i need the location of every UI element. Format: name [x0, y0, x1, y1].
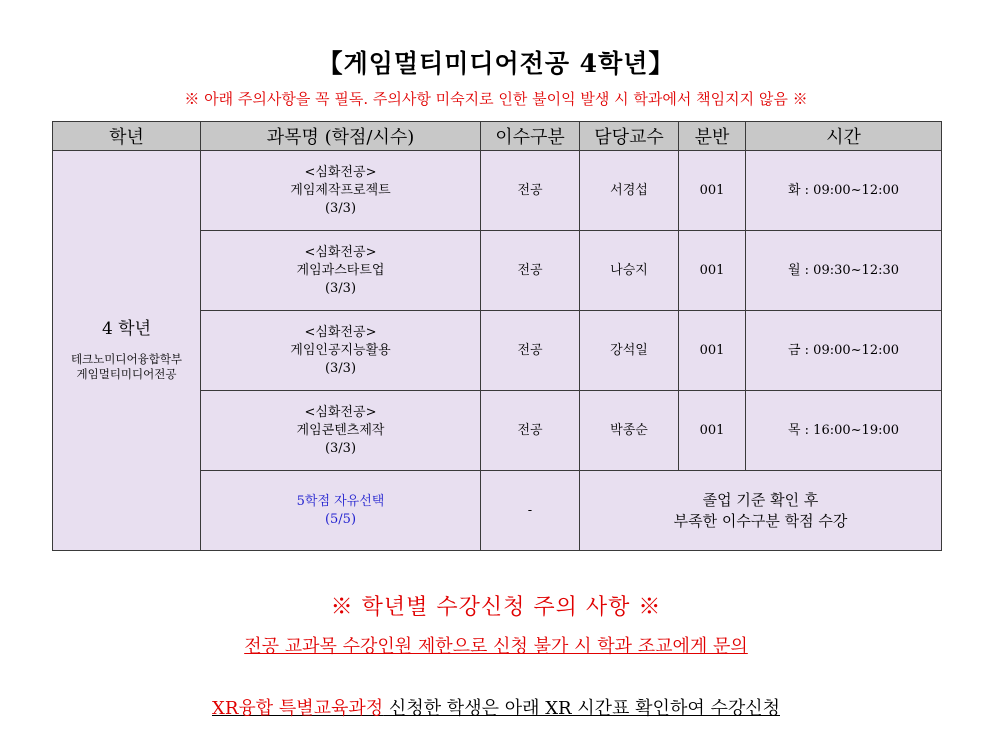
table-header-row: [53, 122, 942, 151]
department-line2: 게임멀티미디어전공: [76, 366, 177, 381]
course-credits: (3/3): [324, 200, 357, 216]
section-cell: 001: [679, 231, 746, 311]
course-category: <심화전공>: [304, 324, 377, 340]
free-elective-label: 5학점 자유선택: [296, 493, 385, 509]
time-cell: 목 : 16:00~19:00: [746, 391, 942, 471]
course-name: 게임인공지능활용: [290, 342, 391, 358]
free-elective-cell: [201, 471, 481, 551]
course-category: <심화전공>: [304, 404, 377, 420]
professor-cell: 나승지: [580, 231, 679, 311]
time-cell: 화 : 09:00~12:00: [746, 151, 942, 231]
header-time: 시간: [746, 122, 942, 151]
professor-cell: 강석일: [580, 311, 679, 391]
free-elective-credits: (5/5): [324, 511, 357, 527]
course-category: <심화전공>: [304, 244, 377, 260]
xr-notice: [0, 694, 992, 720]
course-name: 게임콘텐츠제작: [296, 422, 385, 438]
type-cell: 전공: [481, 391, 580, 471]
header-course: 과목명 (학점/시수): [201, 122, 481, 151]
caution-line: 전공 교과목 수강인원 제한으로 신청 불가 시 학과 조교에게 문의: [244, 636, 748, 657]
section-cell: 001: [679, 311, 746, 391]
graduation-note-line1: 졸업 기준 확인 후: [702, 490, 819, 509]
professor-cell: 서경섭: [580, 151, 679, 231]
header-section: 분반: [679, 122, 746, 151]
type-cell: 전공: [481, 311, 580, 391]
section-cell: 001: [679, 391, 746, 471]
header-grade: 학년: [53, 122, 201, 151]
course-table: [52, 121, 942, 551]
course-category: <심화전공>: [304, 164, 377, 180]
department-line1: 테크노미디어융합학부: [70, 351, 183, 366]
course-cell: [201, 231, 481, 311]
caution-title: ※ 학년별 수강신청 주의 사항 ※: [330, 595, 662, 620]
header-professor: 담당교수: [580, 122, 679, 151]
header-type: 이수구분: [481, 122, 580, 151]
course-cell: [201, 311, 481, 391]
section-cell: 001: [679, 151, 746, 231]
graduation-note-cell: [580, 471, 942, 551]
notice-text: ※ 아래 주의사항을 꼭 필독. 주의사항 미숙지로 인한 불이익 발생 시 학과에서 책임지지 않음 ※: [184, 90, 808, 108]
type-cell: 전공: [481, 151, 580, 231]
xr-program-name: XR융합 특별교육과정: [212, 698, 384, 719]
course-name: 게임제작프로젝트: [290, 182, 391, 198]
page-title: 【게임멀티미디어전공 4학년】: [317, 49, 675, 78]
time-cell: 월 : 09:30~12:30: [746, 231, 942, 311]
course-credits: (3/3): [324, 440, 357, 456]
grade-label: 4 학년: [101, 318, 152, 339]
graduation-note-line2: 부족한 이수구분 학점 수강: [673, 511, 848, 530]
course-credits: (3/3): [324, 360, 357, 376]
course-cell: [201, 391, 481, 471]
course-name: 게임과스타트업: [296, 262, 385, 278]
type-cell: 전공: [481, 231, 580, 311]
free-type-cell: -: [481, 471, 580, 551]
xr-notice-rest: 신청한 학생은 아래 XR 시간표 확인하여 수강신청: [383, 698, 780, 719]
time-cell: 금 : 09:00~12:00: [746, 311, 942, 391]
professor-cell: 박종순: [580, 391, 679, 471]
grade-cell: [53, 151, 201, 551]
table-row: [53, 151, 942, 231]
course-cell: [201, 151, 481, 231]
course-credits: (3/3): [324, 280, 357, 296]
